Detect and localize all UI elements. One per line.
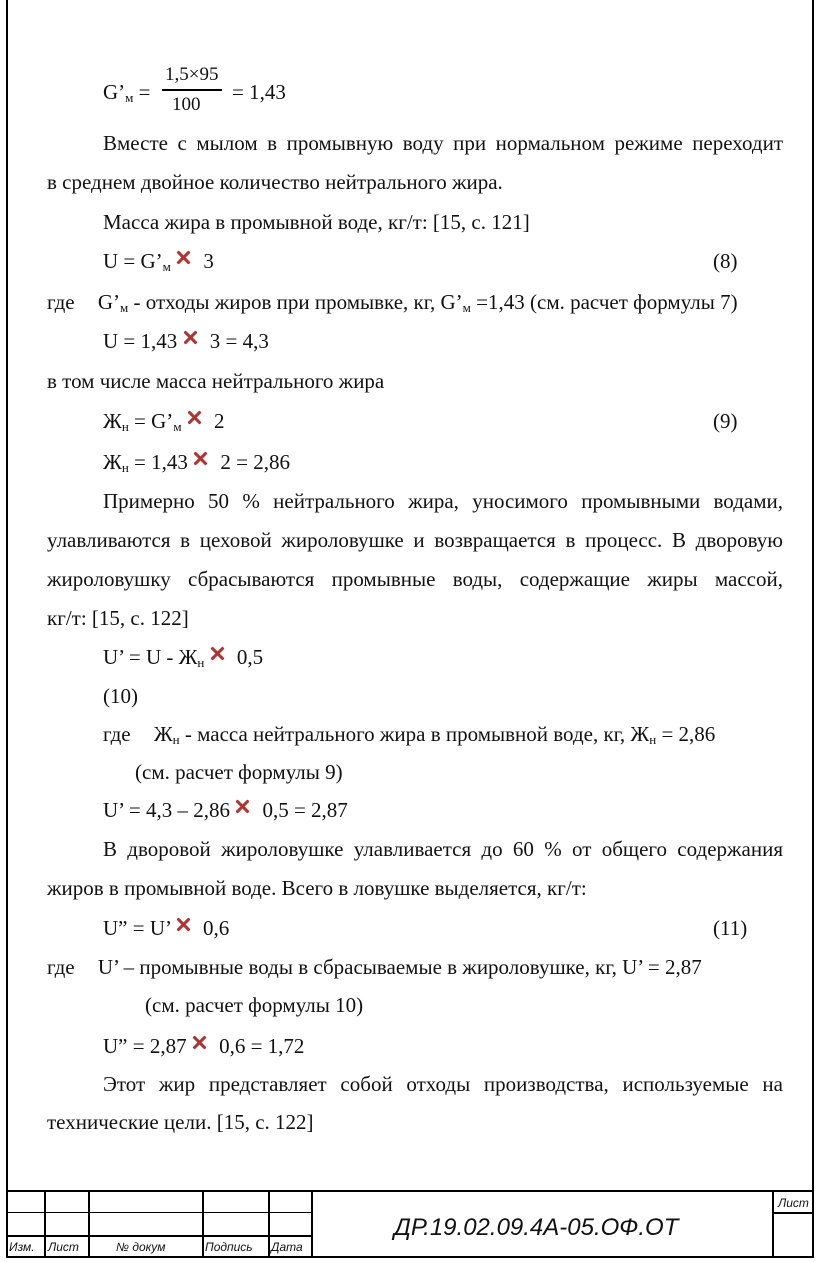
formula-gm-numerator: 1,5×95: [165, 64, 219, 85]
multiply-icon: [192, 1035, 206, 1049]
calc-11: U” = 2,87 0,6 = 1,72: [103, 1034, 305, 1058]
formula-gm-denominator: 100: [172, 94, 201, 115]
where-8: где G’м - отходы жиров при промывке, кг, G’м =1,43 (см. расчет формулы 7): [47, 290, 738, 315]
izm-caption: Изм.: [9, 1240, 35, 1254]
multiply-icon: [176, 917, 190, 931]
paragraph-line: Этот жир представляет собой отходы производства, используемые на: [103, 1072, 783, 1096]
paragraph-line: улавливаются в цеховой жироловушке и возвращается в процесс. В дворовую: [47, 528, 783, 552]
paragraph-line: жиров в промывной воде. Всего в ловушке выделяется, кг/т:: [47, 876, 587, 900]
paragraph-line: Масса жира в промывной воде, кг/т: [15, с. 121]: [103, 210, 530, 234]
formula-number: (11): [713, 916, 748, 940]
calc-9: Жн = 1,43 2 = 2,86: [103, 450, 290, 475]
where-10-reference: (см. расчет формулы 9): [135, 760, 343, 784]
dokum-caption: № докум: [116, 1240, 166, 1254]
list-caption: Лист: [48, 1240, 79, 1254]
where-10: где Жн - масса нейтрального жира в промывной воде, кг, Жн = 2,86: [103, 722, 716, 747]
formula-number: (8): [713, 249, 738, 273]
multiply-icon: [210, 646, 224, 660]
paragraph-line: технические цели. [15, с. 122]: [47, 1110, 314, 1134]
formula-gm-fraction-bar: [162, 89, 222, 91]
calc-8: U = 1,43 3 = 4,3: [103, 329, 269, 353]
formula-number: (9): [713, 409, 738, 433]
title-block: [6, 1190, 814, 1258]
formula-11: U” = U’ 0,6: [103, 916, 230, 940]
multiply-icon: [176, 250, 190, 264]
podpis-caption: Подпись: [205, 1240, 253, 1254]
paragraph-line: в среднем двойное количество нейтрального жира.: [47, 170, 503, 194]
formula-9: Жн = G’м 2: [103, 409, 225, 434]
calc-10: U’ = 4,3 – 2,86 0,5 = 2,87: [103, 798, 348, 822]
formula-number: (10): [103, 684, 138, 708]
formula-10: U’ = U - Жн 0,5: [103, 645, 264, 670]
paragraph-line: в том числе масса нейтрального жира: [47, 369, 385, 393]
formula-8: U = G’м 3: [103, 249, 214, 274]
multiply-icon: [187, 410, 201, 424]
where-11-reference: (см. расчет формулы 10): [145, 993, 364, 1017]
multiply-icon: [235, 799, 249, 813]
multiply-icon: [193, 451, 207, 465]
document-code: ДР.19.02.09.4А-05.ОФ.ОТ: [394, 1214, 679, 1241]
data-caption: Дата: [271, 1240, 303, 1254]
paragraph-line: кг/т: [15, с. 122]: [47, 606, 189, 630]
paragraph-line: Примерно 50 % нейтрального жира, уносимого промывными водами,: [103, 489, 783, 513]
paragraph-line: Вместе с мылом в промывную воду при нормальном режиме переходит: [103, 131, 783, 155]
multiply-icon: [183, 330, 197, 344]
sheet-caption: Лист: [778, 1196, 809, 1210]
paragraph-line: В дворовой жироловушке улавливается до 60 % от общего содержания: [103, 837, 783, 861]
formula-gm-lhs: G’м =: [103, 80, 151, 105]
where-11: где U’ – промывные воды в сбрасываемые в жироловушке, кг, U’ = 2,87: [47, 955, 702, 979]
paragraph-line: жироловушку сбрасываются промывные воды, содержащие жиры массой,: [47, 567, 783, 591]
formula-gm-result: = 1,43: [232, 80, 286, 104]
